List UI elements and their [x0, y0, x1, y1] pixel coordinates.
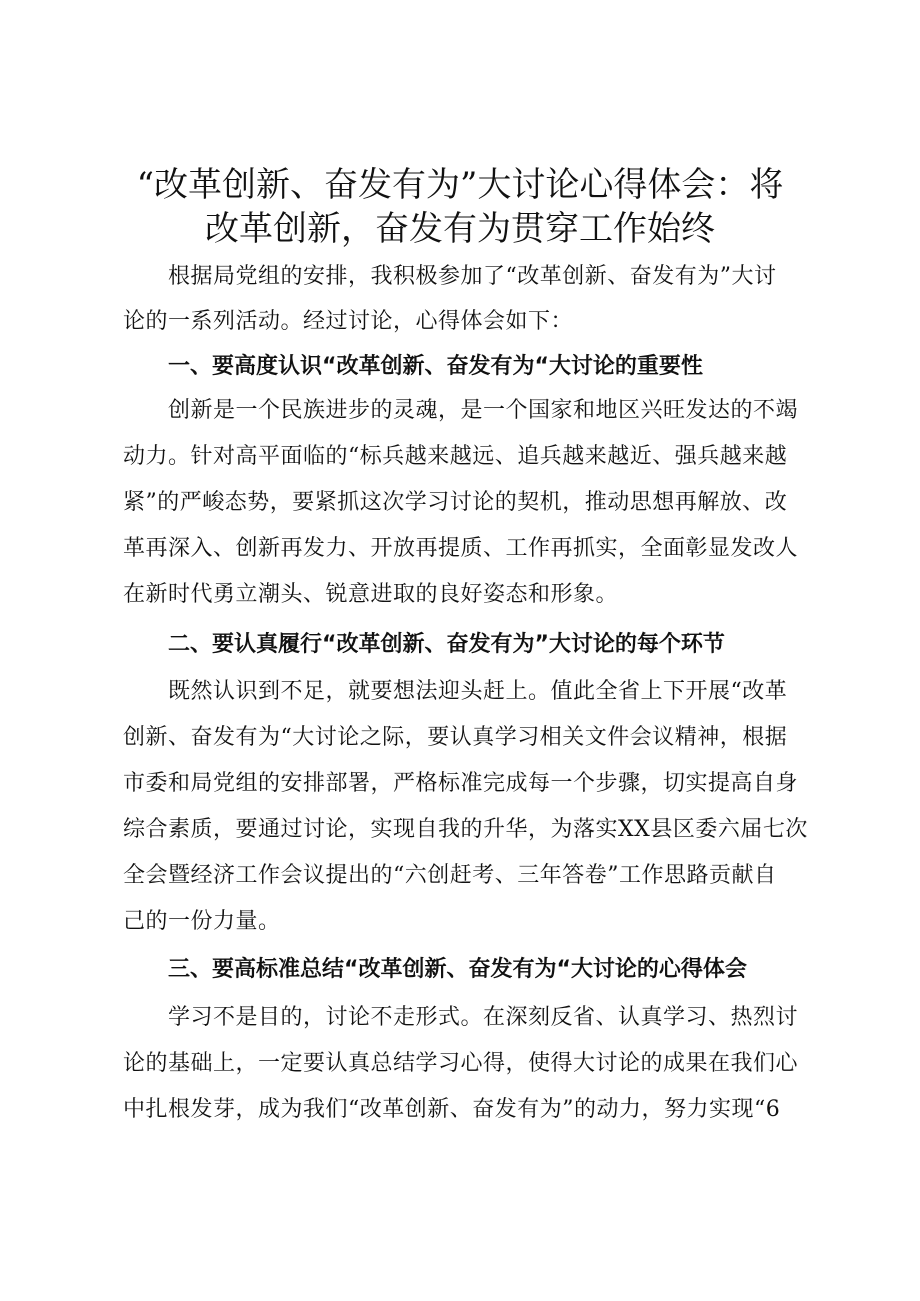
- paragraph-line: 既然认识到不足，就要想法迎头赶上。值此全省上下开展“改革: [168, 679, 788, 704]
- paragraph-line: 论的基础上，一定要认真总结学习心得，使得大讨论的成果在我们心: [123, 1051, 799, 1076]
- intro-line: 根据局党组的安排，我积极参加了“改革创新、奋发有为”大讨: [168, 264, 777, 289]
- section-heading-1: 一、要高度认识“改革创新、奋发有为“大讨论的重要性: [168, 354, 703, 379]
- paragraph-line: 革再深入、创新再发力、开放再提质、工作再抓实，全面彰显发改人: [123, 536, 799, 561]
- paragraph-line: 动力。针对高平面临的“标兵越来越远、追兵越来越近、强兵越来越: [123, 444, 788, 469]
- paragraph-line: 己的一份力量。: [123, 909, 281, 934]
- paragraph-line: 中扎根发芽，成为我们“改革创新、奋发有为”的动力，努力实现“6: [123, 1097, 781, 1122]
- intro-line: 论的一系列活动。经过讨论，心得体会如下：: [123, 309, 574, 334]
- paragraph-line: 综合素质，要通过讨论，实现自我的升华，为落实XX县区委六届七次: [123, 817, 808, 842]
- document-title-line-1: “改革创新、奋发有为”大讨论心得体会：将: [136, 165, 784, 205]
- paragraph-line: 创新是一个民族进步的灵魂，是一个国家和地区兴旺发达的不竭: [168, 398, 799, 423]
- paragraph-line: 学习不是目的，讨论不走形式。在深刻反省、认真学习、热烈讨: [168, 1005, 799, 1030]
- section-heading-3: 三、要高标准总结“改革创新、奋发有为“大讨论的心得体会: [168, 957, 747, 982]
- paragraph-line: 创新、奋发有为“大讨论之际，要认真学习相关文件会议精神，根据: [123, 725, 788, 750]
- document-title-line-2: 改革创新，奋发有为贯穿工作始终: [205, 209, 715, 249]
- section-heading-2: 二、要认真履行“改革创新、奋发有为”大讨论的每个环节: [168, 632, 725, 657]
- paragraph-line: 全会暨经济工作会议提出的“六创赶考、三年答卷”工作思路贡献自: [123, 863, 777, 888]
- paragraph-line: 紧”的严峻态势，要紧抓这次学习讨论的契机，推动思想再解放、改: [123, 490, 788, 515]
- paragraph-line: 市委和局党组的安排部署，严格标准完成每一个步骤，切实提高自身: [123, 771, 799, 796]
- paragraph-line: 在新时代勇立潮头、锐意进取的良好姿态和形象。: [123, 582, 619, 607]
